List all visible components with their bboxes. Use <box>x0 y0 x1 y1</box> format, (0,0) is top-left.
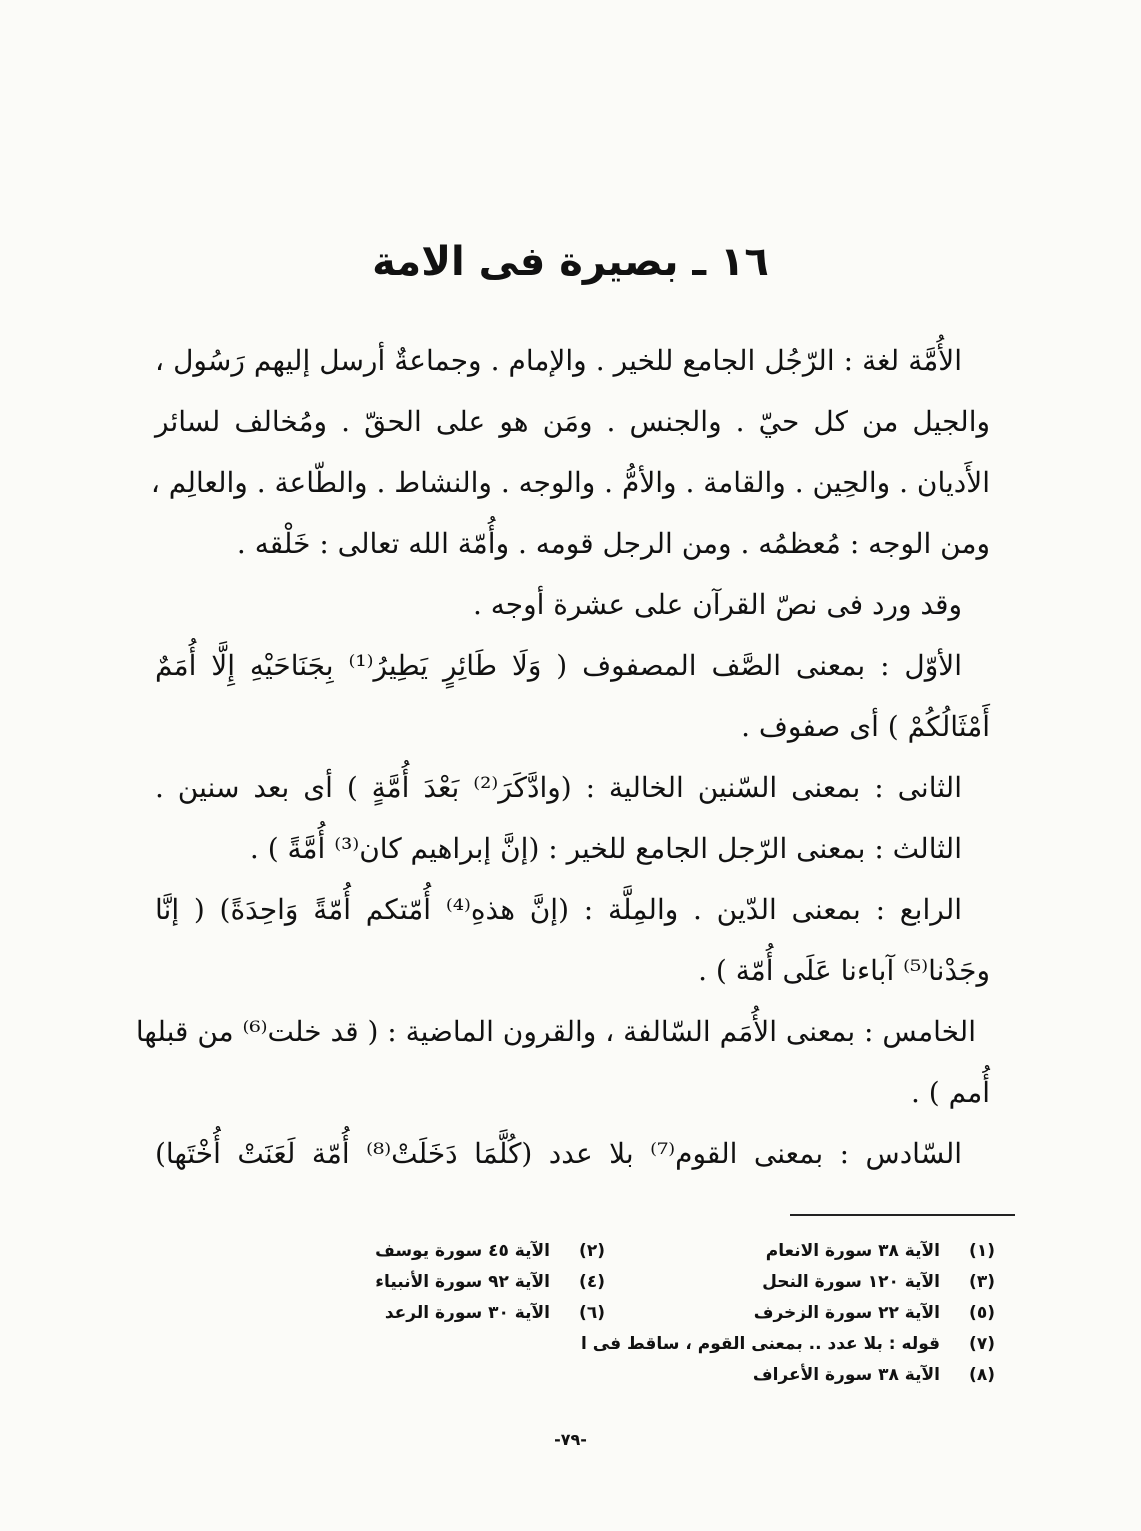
footnotes <box>270 1236 995 1391</box>
footnote-text: الآية ٢٢ سورة الزخرف <box>753 1303 940 1323</box>
footnote-number: (٨) <box>969 1365 995 1385</box>
main-text <box>135 330 990 1184</box>
footnote-text: الآية ٣٨ سورة الأعراف <box>752 1365 940 1385</box>
footnote-number: (٢) <box>579 1241 605 1261</box>
footnote-row <box>270 1298 995 1329</box>
text-line-1: الأُمَّة لغة : الرّجُل الجامع للخير . والإمام . وجماعةٌ أرسل إليهم رَسُول ، <box>155 344 963 377</box>
footnote-1 <box>605 1236 995 1267</box>
text-line-13: أُمم ) . <box>910 1076 990 1109</box>
footnote-8 <box>753 1360 995 1391</box>
text-line-7: أَمْثَالُكُمْ ) أى صفوف . <box>741 710 990 743</box>
footnote-3 <box>605 1267 995 1298</box>
text-line-11: وجَدْنا⁽⁵⁾ آباءنا عَلَى أُمّة ) . <box>698 954 990 987</box>
footnote-number: (٦) <box>579 1303 605 1323</box>
footnote-text: الآية ١٢٠ سورة النحل <box>762 1272 940 1292</box>
text-line-5: وقد ورد فى نصّ القرآن على عشرة أوجه . <box>472 588 962 621</box>
footnote-5 <box>605 1298 995 1329</box>
footnote-2 <box>375 1236 605 1267</box>
page-number: -٧٩- <box>554 1430 587 1449</box>
text-line-8: الثانى : بمعنى السّنين الخالية : (وادَّكَرَ⁽²⁾ بَعْدَ أُمَّةٍ ) أى بعد سنين . <box>155 771 962 804</box>
footnote-number: (٤) <box>579 1272 605 1292</box>
footnote-7 <box>581 1329 995 1360</box>
footnote-number: (١) <box>969 1241 995 1261</box>
text-line-2: والجيل من كل حيّ . والجنس . ومَن هو على الحقّ . ومُخالف لسائر <box>155 405 990 438</box>
footnote-4 <box>375 1267 605 1298</box>
footnote-number: (٣) <box>969 1272 995 1292</box>
text-line-12: الخامس : بمعنى الأُمَم السّالفة ، والقرون الماضية : ( قد خلت⁽⁶⁾ من قبلها <box>135 1015 976 1048</box>
footnote-row <box>270 1236 995 1267</box>
footnote-row <box>270 1267 995 1298</box>
footnote-row <box>270 1360 995 1391</box>
footnote-text: الآية ٩٢ سورة الأنبياء <box>375 1272 550 1292</box>
footnote-number: (٥) <box>969 1303 995 1323</box>
footnote-text: الآية ٣٠ سورة الرعد <box>384 1303 550 1323</box>
text-line-6: الأوّل : بمعنى الصَّف المصفوف ( وَلَا طَائِرٍ يَطِيرُ⁽¹⁾ بِجَنَاحَيْهِ إِلَّا أُمَمٌ <box>155 649 963 682</box>
footnote-number: (٧) <box>969 1334 995 1354</box>
footnote-text: قوله : بلا عدد .. بمعنى القوم ، ساقط فى ا <box>581 1334 940 1354</box>
footnote-text: الآية ٤٥ سورة يوسف <box>375 1241 550 1261</box>
text-line-3: الأَديان . والحِين . والقامة . والأمُّ . والوجه . والنشاط . والطّاعة . والعالِم ، <box>150 466 990 499</box>
footnote-divider <box>790 1214 1015 1216</box>
text-line-4: ومن الوجه : مُعظمُه . ومن الرجل قومه . وأُمّة الله تعالى : خَلْقه . <box>236 527 990 560</box>
footnote-6 <box>385 1298 605 1329</box>
footnote-text: الآية ٣٨ سورة الانعام <box>765 1241 940 1261</box>
text-line-9: الثالث : بمعنى الرّجل الجامع للخير : (إنَّ إبراهيم كان⁽³⁾ أُمَّةً ) . <box>249 832 962 865</box>
text-line-14: السّادس : بمعنى القوم⁽⁷⁾ بلا عدد (كُلَّمَا دَخَلَتْ⁽⁸⁾ أُمّة لَعَنَتْ أُخْتَها) <box>155 1137 963 1170</box>
text-line-10: الرابع : بمعنى الدّين . والمِلَّة : (إنَّ هذهِ⁽⁴⁾ أُمّتكم أُمّةً وَاحِدَةً) ( إنَّا <box>155 893 962 926</box>
chapter-title: ١٦ ـ بصيرة فى الامة <box>372 239 769 285</box>
footnote-row <box>270 1329 995 1360</box>
